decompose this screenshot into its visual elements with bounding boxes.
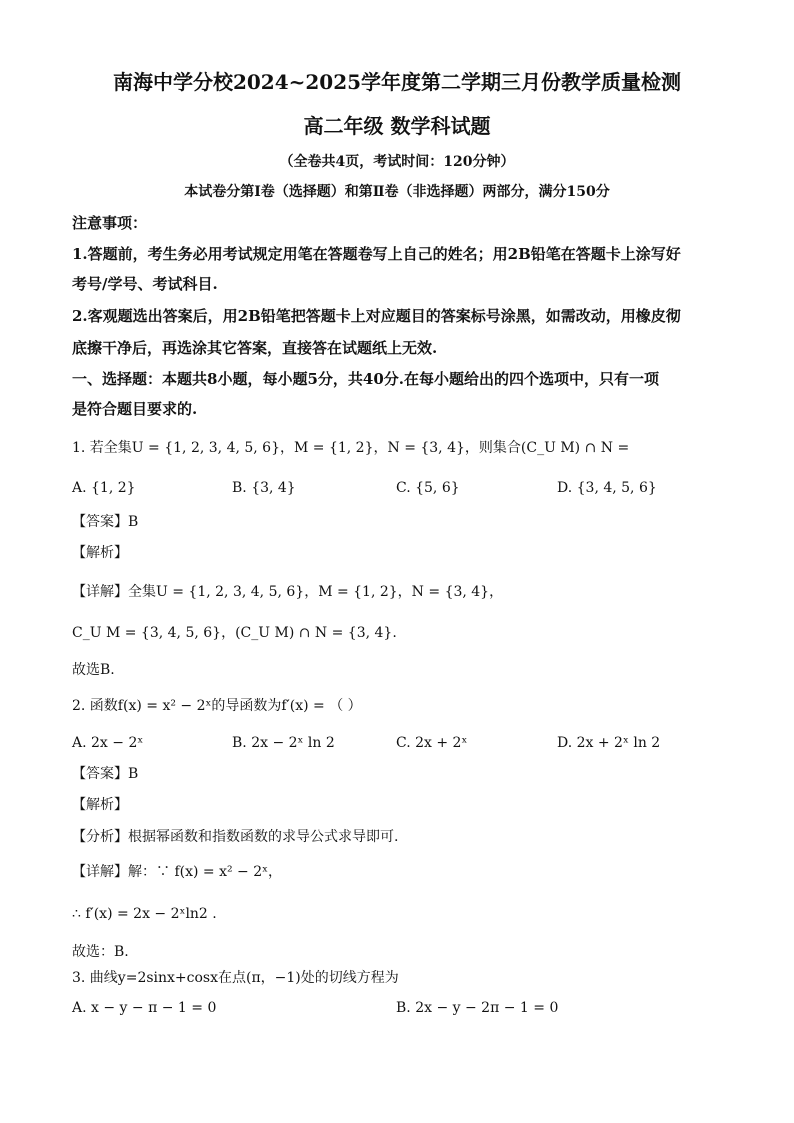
exam-title: 南海中学分校2024~2025学年度第二学期三月份教学质量检测 <box>112 70 682 94</box>
question-2-answer: 【答案】B <box>72 766 139 782</box>
note-2-line-a: 2.客观题选出答案后，用2B铅笔把答题卡上对应题目的答案标号涂黑，如需改动，用橡皮彻 <box>72 307 681 325</box>
question-1-analysis: 【解析】 <box>72 545 128 561</box>
question-2-analysis: 【解析】 <box>72 797 128 813</box>
question-3-option-b: B. 2x − y − 2π − 1 = 0 <box>396 1000 559 1016</box>
question-1-detail-2: C_U M = {3, 4, 5, 6}，(C_U M) ∩ N = {3, 4}. <box>72 625 397 641</box>
question-1-answer: 【答案】B <box>72 514 139 530</box>
section-1-heading-a: 一、选择题：本题共8小题，每小题5分，共40分.在每小题给出的四个选项中，只有一项 <box>72 370 659 388</box>
note-1-line-a: 1.答题前，考生务必用考试规定用笔在答题卷写上自己的姓名；用2B铅笔在答题卡上涂写好 <box>72 245 681 263</box>
exam-duration: （全卷共4页，考试时间：120分钟） <box>279 154 515 170</box>
question-1-option-b: B. {3, 4} <box>232 480 296 496</box>
question-1-choose: 故选B. <box>72 662 115 678</box>
question-1-option-c: C. {5, 6} <box>396 480 460 496</box>
question-2-detail-2: ∴ f′(x) = 2x − 2ˣln2 . <box>72 906 217 922</box>
question-2-option-c: C. 2x + 2ˣ <box>396 735 468 751</box>
section-1-heading-b: 是符合题目要求的. <box>72 400 198 418</box>
question-3-option-a: A. x − y − π − 1 = 0 <box>72 1000 217 1016</box>
note-1-line-b: 考号/学号、考试科目. <box>72 275 218 293</box>
question-3-stem: 3. 曲线y=2sinx+cosx在点(π，−1)处的切线方程为 <box>72 970 399 986</box>
question-1-option-a: A. {1, 2} <box>72 480 136 496</box>
question-2-fenxi: 【分析】根据幂函数和指数函数的求导公式求导即可. <box>72 829 399 845</box>
question-2-option-d: D. 2x + 2ˣ ln 2 <box>557 735 661 751</box>
exam-structure: 本试卷分第Ⅰ卷（选择题）和第Ⅱ卷（非选择题）两部分，满分150分 <box>184 184 610 200</box>
question-2-detail-1: 【详解】解：∵ f(x) = x² − 2ˣ， <box>72 864 283 880</box>
question-1-option-d: D. {3, 4, 5, 6} <box>557 480 657 496</box>
exam-subtitle: 高二年级 数学科试题 <box>303 114 491 138</box>
question-2-option-b: B. 2x − 2ˣ ln 2 <box>232 735 335 751</box>
question-2-choose: 故选：B. <box>72 944 129 960</box>
question-2-stem: 2. 函数f(x) = x² − 2ˣ的导函数为f′(x) = （ ） <box>72 698 362 714</box>
question-1-detail-1: 【详解】全集U = {1, 2, 3, 4, 5, 6}，M = {1, 2}，N = {3, 4}， <box>72 584 504 600</box>
question-1-stem: 1. 若全集U = {1, 2, 3, 4, 5, 6}，M = {1, 2}，N = {3, 4}，则集合(C_U M) ∩ N = <box>72 440 630 456</box>
notes-heading: 注意事项： <box>72 214 148 232</box>
note-2-line-b: 底擦干净后，再选涂其它答案，直接答在试题纸上无效. <box>72 339 438 357</box>
question-2-option-a: A. 2x − 2ˣ <box>72 735 144 751</box>
